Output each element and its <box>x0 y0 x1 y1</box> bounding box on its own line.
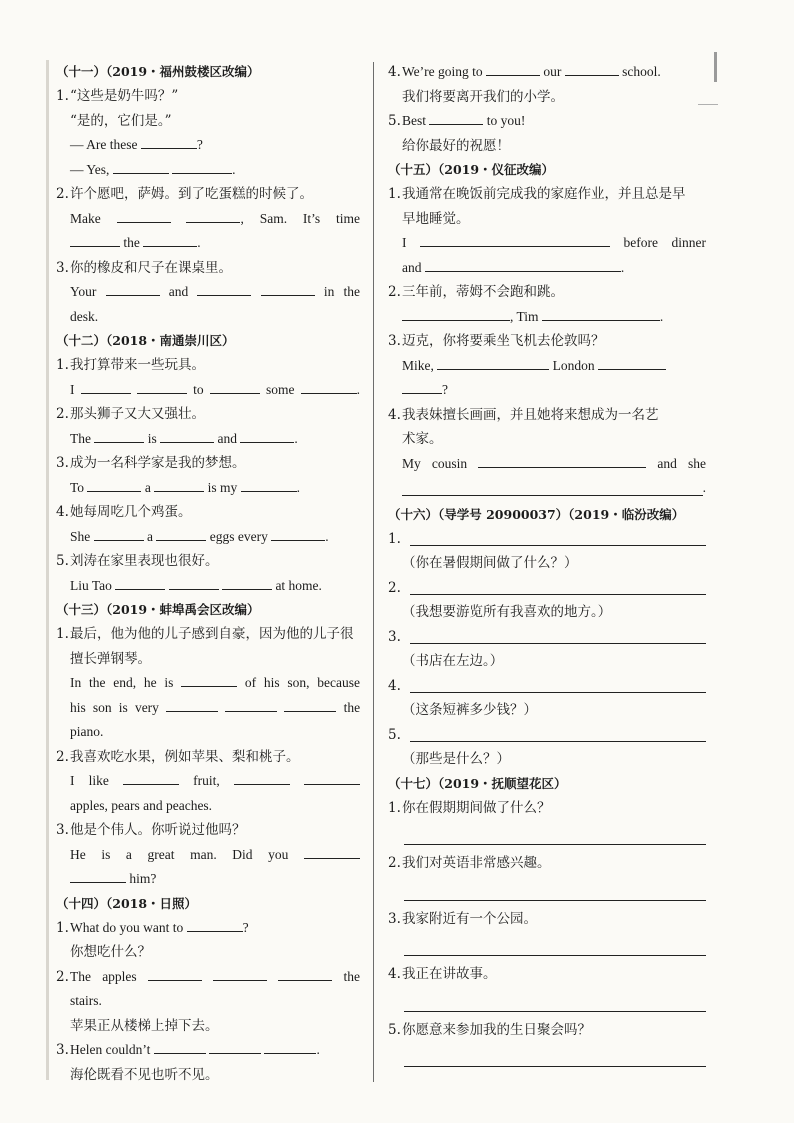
answer-line[interactable] <box>404 1048 706 1067</box>
answer-blank[interactable] <box>542 306 660 321</box>
question-12-5: 5. 刘涛在家里表现也很好。 Liu Tao at home. <box>56 553 322 593</box>
answer-line[interactable] <box>410 675 706 693</box>
answer-blank[interactable] <box>271 526 325 541</box>
answer-blank[interactable] <box>117 208 171 223</box>
answer-blank[interactable] <box>598 355 666 370</box>
answer-blank[interactable] <box>169 575 219 590</box>
answer-line[interactable] <box>404 937 706 956</box>
answer-line[interactable] <box>404 882 706 901</box>
answer-blank[interactable] <box>81 379 131 394</box>
answer-blank[interactable] <box>486 61 540 76</box>
question-14-5: 5. Best to you! 给你最好的祝愿！ <box>388 109 706 158</box>
question-12-2: 2. 那头狮子又大又强壮。 The is and . <box>56 406 298 446</box>
page-edge-shadow <box>46 60 49 1080</box>
answer-blank[interactable] <box>94 526 144 541</box>
question-11-1: 1. “这些是奶牛吗？” “是的，它们是。” — Are these ? — Yes, . <box>56 88 236 177</box>
section-header-17: （十七）（2019・抚顺望花区） <box>388 775 567 791</box>
column-divider <box>373 62 374 1082</box>
question-11-2: 2. 许个愿吧，萨姆。到了吃蛋糕的时候了。 Make , Sam. It’s time the . <box>56 186 361 250</box>
answer-blank[interactable] <box>264 1039 316 1054</box>
answer-blank[interactable] <box>186 208 240 223</box>
answer-blank[interactable] <box>94 428 144 443</box>
answer-blank[interactable] <box>240 428 294 443</box>
section-header-12: （十二）（2018・南通崇川区） <box>56 333 235 348</box>
left-column <box>56 60 360 1087</box>
answer-blank[interactable] <box>172 159 232 174</box>
question-13-2: 2. 我喜欢吃水果，例如苹果、梨和桃子。 I like fruit, apples, pears and peaches. <box>56 745 360 819</box>
answer-blank[interactable] <box>213 966 267 981</box>
answer-blank[interactable] <box>425 257 621 272</box>
answer-blank[interactable] <box>141 134 197 149</box>
answer-blank[interactable] <box>278 966 332 981</box>
section-header-13: （十三）（2019・蚌埠禹会区改编） <box>56 602 260 617</box>
answer-blank[interactable] <box>113 159 169 174</box>
section-header-11: （十一）（2019・福州鼓楼区改编） <box>56 64 260 79</box>
answer-blank[interactable] <box>137 379 187 394</box>
section-header-16: （十六）（导学号 20900037）（2019・临汾改编） <box>388 506 685 522</box>
write-line-row: 2. <box>388 576 706 601</box>
answer-blank[interactable] <box>284 697 336 712</box>
answer-blank[interactable] <box>70 232 120 247</box>
answer-blank[interactable] <box>197 281 251 296</box>
answer-line[interactable] <box>410 626 706 644</box>
answer-blank[interactable] <box>154 1039 206 1054</box>
question-11-3: 3. 你的橡皮和尺子在课桌里。 Your and in the desk. <box>56 259 361 324</box>
question-13-1: 1. 最后，他为他的儿子感到自豪，因为他的儿子很 擅长弹钢琴。 In the end, he is of his son, because his son is very the piano. <box>56 626 361 739</box>
answer-blank[interactable] <box>234 770 290 785</box>
answer-blank[interactable] <box>187 917 243 932</box>
chinese-hint: （那些是什么？） <box>402 751 510 767</box>
answer-blank[interactable] <box>222 575 272 590</box>
answer-blank[interactable] <box>301 379 357 394</box>
answer-blank[interactable] <box>143 232 197 247</box>
answer-blank[interactable] <box>160 428 214 443</box>
section-header-15: （十五）（2019・仪征改编） <box>388 162 555 177</box>
answer-line[interactable] <box>410 528 706 546</box>
write-line-row: 5. <box>388 723 706 748</box>
question-12-1: 1. 我打算带来一些玩具。 I to some . <box>56 357 361 397</box>
answer-blank[interactable] <box>209 1039 261 1054</box>
question-14-2: 2. The apples the stairs. 苹果正从楼梯上掉下去。 <box>56 965 360 1039</box>
answer-blank[interactable] <box>402 479 703 496</box>
right-column <box>388 60 706 1073</box>
question-17-item: 1. 你在假期期间做了什么？ <box>388 799 551 816</box>
answer-line[interactable] <box>404 826 706 845</box>
question-14-4: 4. We’re going to our school. 我们将要离开我们的小学。 <box>388 60 706 109</box>
answer-blank[interactable] <box>210 379 260 394</box>
question-14-1: 1. What do you want to ? 你想吃什么？ <box>56 916 360 965</box>
answer-blank[interactable] <box>154 477 204 492</box>
chinese-hint: （书店在左边。） <box>402 653 504 669</box>
question-15-3: 3. 迈克，你将要乘坐飞机去伦敦吗？ Mike, London ? <box>388 329 706 403</box>
answer-blank[interactable] <box>156 526 206 541</box>
question-15-1: 1. 我通常在晚饭前完成我的家庭作业，并且总是早 早地睡觉。 I before dinner and . <box>388 186 707 275</box>
question-15-2: 2. 三年前，蒂姆不会跑和跳。 , Tim . <box>388 284 664 324</box>
question-17-item: 4. 我正在讲故事。 <box>388 966 497 982</box>
answer-blank[interactable] <box>304 844 360 859</box>
answer-line[interactable] <box>410 577 706 595</box>
answer-blank[interactable] <box>402 379 442 394</box>
answer-blank[interactable] <box>478 453 646 468</box>
write-line-row: 3. <box>388 625 706 650</box>
question-12-4: 4. 她每周吃几个鸡蛋。 She a eggs every . <box>56 504 329 544</box>
answer-blank[interactable] <box>241 477 297 492</box>
chinese-hint: （你在暑假期间做了什么？） <box>402 555 578 571</box>
question-17-item: 2. 我们对英语非常感兴趣。 <box>388 855 551 871</box>
answer-blank[interactable] <box>261 281 315 296</box>
question-15-4: 4. 我表妹擅长画画，并且她将来想成为一名艺 术家。 My cousin and she . <box>388 406 706 495</box>
question-list-17 <box>388 796 706 1068</box>
answer-blank[interactable] <box>429 110 483 125</box>
answer-blank[interactable] <box>437 355 549 370</box>
answer-line[interactable] <box>404 993 706 1012</box>
answer-blank[interactable] <box>123 770 179 785</box>
write-line-row: 1. <box>388 527 706 552</box>
answer-blank[interactable] <box>304 770 360 785</box>
page-corner-mark <box>714 52 717 82</box>
question-14-3: 3. Helen couldn’t . 海伦既看不见也听不见。 <box>56 1038 360 1087</box>
answer-blank[interactable] <box>87 477 141 492</box>
answer-blank[interactable] <box>115 575 165 590</box>
answer-blank[interactable] <box>420 232 610 247</box>
question-12-3: 3. 成为一名科学家是我的梦想。 To a is my . <box>56 455 300 495</box>
question-17-item: 3. 我家附近有一个公园。 <box>388 910 537 927</box>
answer-blank[interactable] <box>148 966 202 981</box>
write-line-row: 4. <box>388 674 706 699</box>
answer-blank[interactable] <box>565 61 619 76</box>
chinese-hint: （我想要游览所有我喜欢的地方。） <box>402 604 612 620</box>
answer-line[interactable] <box>410 724 706 742</box>
section-header-14: （十四）（2018・日照） <box>56 895 198 911</box>
answer-blank[interactable] <box>166 697 218 712</box>
question-list-16 <box>388 527 706 772</box>
chinese-hint: （这条短裤多少钱？） <box>402 702 537 718</box>
question-17-item: 5. 你愿意来参加我的生日聚会吗？ <box>388 1021 591 1038</box>
answer-blank[interactable] <box>225 697 277 712</box>
answer-blank[interactable] <box>402 306 510 321</box>
question-13-3: 3. 他是个伟人。你听说过他吗？ He is a great man. Did you him? <box>56 818 360 892</box>
answer-blank[interactable] <box>70 868 126 883</box>
answer-blank[interactable] <box>106 281 160 296</box>
answer-blank[interactable] <box>181 672 237 687</box>
